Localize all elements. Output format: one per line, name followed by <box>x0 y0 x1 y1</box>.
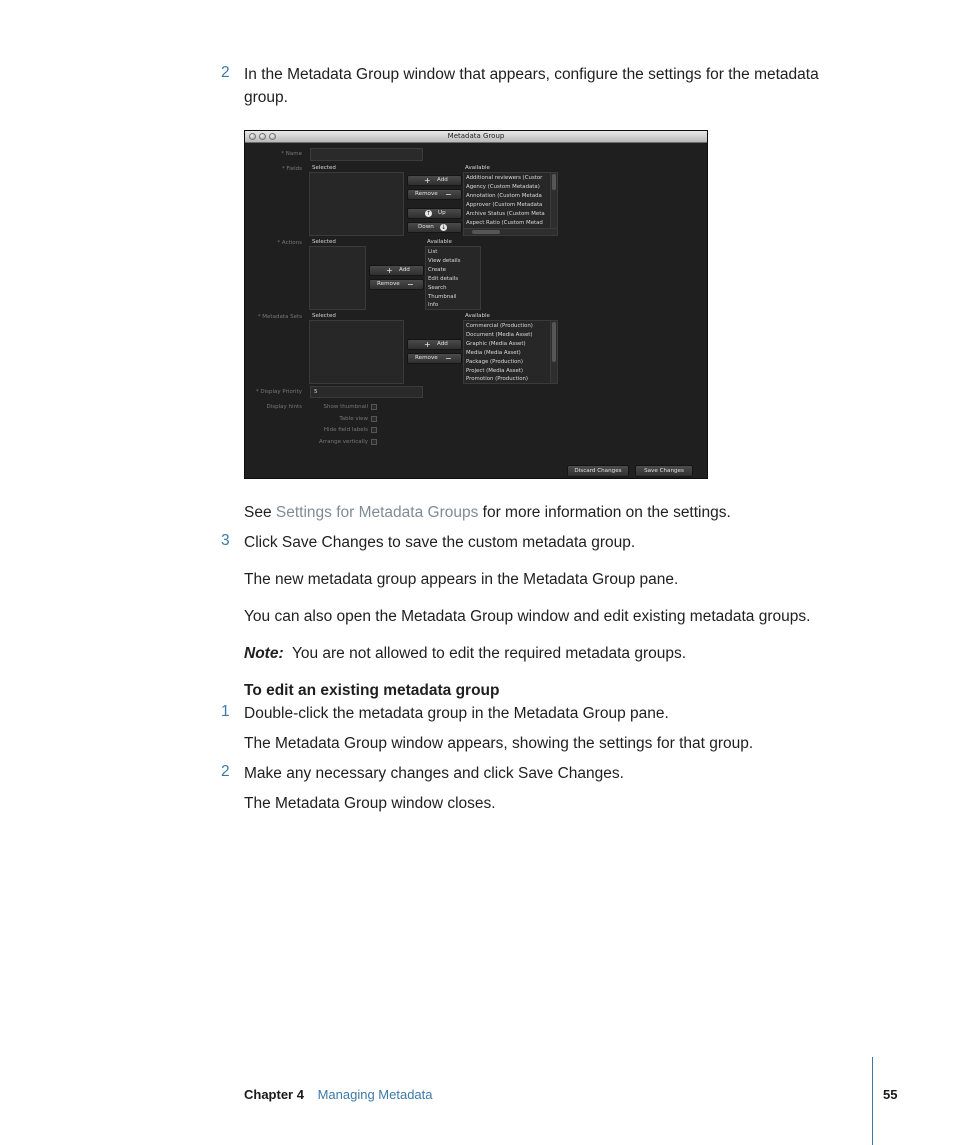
list-item: Info <box>428 302 439 309</box>
button-label: Add <box>437 341 448 347</box>
fields-selected-label: Selected <box>312 165 336 171</box>
page-footer <box>244 1087 433 1102</box>
vertical-scrollbar <box>550 321 557 384</box>
hint-option-label: Show thumbnail <box>323 404 368 410</box>
step-text: Make any necessary changes and click Save Changes. <box>244 765 624 782</box>
sets-selected-list <box>309 320 404 384</box>
see-also-line <box>244 502 731 523</box>
sets-available-label: Available <box>465 313 490 319</box>
list-item: List <box>428 249 438 255</box>
fields-available-list <box>463 172 558 236</box>
metadata-group-window-screenshot <box>244 130 708 479</box>
list-item: Commercial (Production) <box>466 323 533 329</box>
sets-remove-button <box>407 353 462 364</box>
list-item: Agency (Custom Metadata) <box>466 183 540 190</box>
save-changes-button: Save Changes <box>635 465 693 477</box>
list-item: Media (Media Asset) <box>466 349 521 356</box>
list-item: Archive Status (Custom Meta <box>466 210 545 217</box>
minus-icon: − <box>445 190 452 199</box>
sets-selected-label: Selected <box>312 313 336 319</box>
actions-available-label: Available <box>427 239 452 245</box>
fields-add-button <box>407 175 462 186</box>
list-item: Approver (Custom Metadata <box>466 201 543 208</box>
minus-icon: − <box>445 354 452 363</box>
actions-remove-button <box>369 279 424 290</box>
fields-label: * Fields <box>281 166 302 172</box>
step-text-line: group. <box>244 89 288 106</box>
chapter-number: Chapter 4 <box>244 1087 304 1102</box>
step-text <box>244 64 884 108</box>
list-item: Project (Media Asset) <box>466 367 524 374</box>
minus-icon: − <box>407 280 414 289</box>
window-title: Metadata Group <box>447 132 505 140</box>
actions-available-list <box>425 246 481 310</box>
list-item: Annotation (Custom Metada <box>466 192 542 199</box>
paragraph: The Metadata Group window appears, showing the settings for that group. <box>244 735 754 752</box>
page-number: 55 <box>883 1087 898 1102</box>
fields-available-label: Available <box>465 165 490 171</box>
vertical-scrollbar <box>550 173 557 228</box>
actions-selected-label: Selected <box>312 239 336 245</box>
scroll-thumb <box>472 230 500 234</box>
list-item: Package (Production) <box>466 358 523 365</box>
list-item: View details <box>428 257 461 264</box>
button-label: Down <box>418 224 434 230</box>
sets-add-button <box>407 339 462 350</box>
button-label: Remove <box>377 281 400 287</box>
list-item: Promotion (Production) <box>466 376 529 383</box>
list-item: Aspect Ratio (Custom Metad <box>466 219 543 226</box>
metadata-sets-label: * Metadata Sets <box>257 314 302 320</box>
actions-add-button <box>369 265 424 276</box>
see-suffix: for more information on the settings. <box>478 504 731 521</box>
step-number: 2 <box>221 763 230 780</box>
list-item: Search <box>428 284 447 291</box>
list-item: Additional reviewers (Custor <box>466 175 543 181</box>
see-prefix: See <box>244 504 276 521</box>
step-text-line: In the Metadata Group window that appears, configure the settings for the metadata <box>244 66 819 83</box>
list-item: Create <box>428 266 446 273</box>
button-label: Add <box>437 177 448 183</box>
fields-up-button <box>407 208 462 219</box>
note-paragraph <box>244 643 686 664</box>
hint-checkbox <box>371 416 377 422</box>
display-priority-value: 5 <box>314 389 318 395</box>
arrow-up-icon: ↑ <box>425 210 432 217</box>
note-label: Note: <box>244 645 284 662</box>
actions-selected-list <box>309 246 366 310</box>
fields-remove-button <box>407 189 462 200</box>
fields-selected-list <box>309 172 404 236</box>
list-item: Graphic (Media Asset) <box>466 340 526 347</box>
actions-label: * Actions <box>277 240 302 246</box>
footer-rule <box>872 1057 873 1145</box>
step-text: Click Save Changes to save the custom metadata group. <box>244 534 636 551</box>
name-label: * Name <box>281 151 302 157</box>
plus-icon: + <box>424 176 431 185</box>
paragraph: The new metadata group appears in the Metadata Group pane. <box>244 571 679 588</box>
paragraph: The Metadata Group window closes. <box>244 795 496 812</box>
settings-for-metadata-groups-link[interactable]: Settings for Metadata Groups <box>275 504 479 521</box>
paragraph: You can also open the Metadata Group window and edit existing metadata groups. <box>244 608 811 625</box>
list-item: Thumbnail <box>428 293 457 300</box>
hint-checkbox <box>371 427 377 433</box>
hint-option-label: Hide field labels <box>323 427 368 433</box>
button-label: Up <box>438 210 446 216</box>
chapter-title: Managing Metadata <box>317 1087 433 1102</box>
plus-icon: + <box>386 266 393 275</box>
scroll-thumb <box>552 322 556 362</box>
discard-changes-button: Discard Changes <box>567 465 629 477</box>
button-label: Add <box>399 267 410 273</box>
hint-option-label: Table view <box>339 416 368 422</box>
window-titlebar <box>245 131 707 143</box>
step-number: 3 <box>221 532 230 549</box>
step-number: 1 <box>221 703 230 720</box>
list-item: Document (Media Asset) <box>466 331 533 338</box>
step-number: 2 <box>221 64 230 81</box>
sets-available-list <box>463 320 558 384</box>
display-hints-label: Display hints <box>266 404 302 410</box>
button-label: Remove <box>415 355 438 361</box>
note-text: You are not allowed to edit the required metadata groups. <box>283 645 687 662</box>
name-field <box>310 148 423 161</box>
hint-checkbox <box>371 439 377 445</box>
section-heading: To edit an existing metadata group <box>244 682 500 699</box>
display-priority-label: * Display Priority <box>255 389 302 395</box>
step-text: Double-click the metadata group in the Metadata Group pane. <box>244 705 669 722</box>
fields-down-button <box>407 222 462 233</box>
horizontal-scrollbar <box>464 228 557 235</box>
display-priority-field <box>310 386 423 398</box>
hint-checkbox <box>371 404 377 410</box>
button-label: Remove <box>415 191 438 197</box>
list-item: Edit details <box>428 275 459 282</box>
plus-icon: + <box>424 340 431 349</box>
scroll-thumb <box>552 174 556 190</box>
arrow-down-icon: ↓ <box>440 224 447 231</box>
hint-option-label: Arrange vertically <box>319 439 368 445</box>
